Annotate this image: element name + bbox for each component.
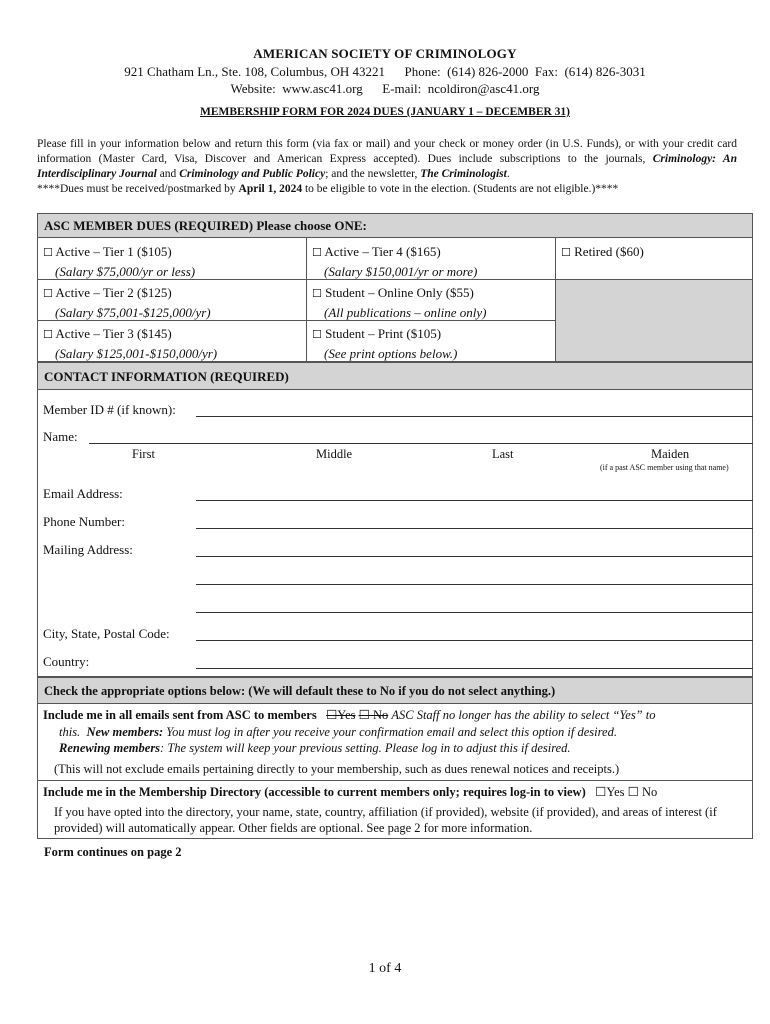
middle-label: Middle: [316, 447, 353, 461]
intro-text-part: and: [156, 168, 180, 180]
directory-option-label: Include me in the Membership Directory (accessible to current members only; requires log-in to view): [43, 785, 586, 799]
emails-option-label: Include me in all emails sent from ASC to members: [43, 708, 317, 722]
directory-option: [43, 784, 743, 837]
intro-text-part: Please fill in your information below and return this form (via fax or mail) and your check or money order (in U.S. Funds), or with your credit card information (Master Card, Visa, Discover and American Express accepted). Dues include subscriptions to the journals,: [37, 138, 737, 165]
checkbox-icon[interactable]: ☐: [43, 287, 53, 300]
checkbox-icon[interactable]: ☐: [43, 246, 53, 259]
intro-text: [37, 137, 737, 197]
journal-cpp: Criminology and Public Policy: [179, 168, 326, 180]
option-retired[interactable]: [555, 239, 752, 265]
option-label: Retired ($60): [574, 244, 644, 259]
checkbox-icon[interactable]: ☐: [43, 328, 53, 341]
option-student-print[interactable]: [306, 321, 555, 366]
newsletter-name: The Criminologist: [420, 168, 507, 180]
directory-yes-checkbox[interactable]: ☐Yes: [595, 785, 625, 799]
renewing-text: : The system will keep your previous setting. Please log in to adjust this if desired.: [160, 741, 571, 755]
emails-exclude-note: (This will not exclude emails pertaining directly to your membership, such as dues renewal notices and receipts.): [54, 761, 620, 776]
email-label: Email Address:: [43, 486, 123, 501]
country-field[interactable]: [196, 668, 753, 669]
deadline-text: to be eligible to vote in the election. (Students are not eligible.)****: [302, 183, 619, 195]
option-tier2[interactable]: [37, 280, 306, 325]
mailing-field-2[interactable]: [196, 584, 753, 585]
options-heading: Check the appropriate options below: (We will default these to No if you do not select anything.): [37, 677, 753, 704]
organization-name: AMERICAN SOCIETY OF CRIMINOLOGY: [253, 46, 517, 61]
option-label: Active – Tier 1 ($105): [55, 244, 172, 259]
mailing-field-3[interactable]: [196, 612, 753, 613]
divider: [37, 780, 753, 781]
page-number: 1 of 4: [368, 961, 402, 976]
option-tier4[interactable]: [306, 239, 555, 284]
option-label: Student – Print ($105): [325, 326, 442, 341]
website-line: Website: www.asc41.org E-mail: ncoldiron@asc41.org: [230, 81, 540, 96]
option-sub: (Salary $75,001-$125,000/yr): [55, 305, 211, 320]
option-sub: (Salary $125,001-$150,000/yr): [55, 346, 218, 361]
mailing-field-1[interactable]: [196, 556, 753, 557]
email-field[interactable]: [196, 500, 753, 501]
name-field[interactable]: [89, 443, 753, 444]
intro-text-part: ; and the newsletter,: [325, 168, 421, 180]
option-tier3[interactable]: [37, 321, 306, 366]
city-label: City, State, Postal Code:: [43, 626, 170, 641]
first-label: First: [132, 447, 155, 461]
maiden-note: (if a past ASC member using that name): [600, 463, 729, 472]
intro-text-part: .: [506, 168, 510, 180]
mailing-label: Mailing Address:: [43, 542, 133, 557]
dues-heading: ASC MEMBER DUES (REQUIRED) Please choose ONE:: [37, 213, 753, 238]
option-sub: (Salary $75,000/yr or less): [55, 264, 196, 279]
emails-option: [43, 707, 743, 777]
deadline-date: April 1, 2024: [238, 183, 303, 195]
checkbox-icon[interactable]: ☐: [561, 246, 571, 259]
country-label: Country:: [43, 654, 90, 669]
maiden-label: Maiden: [651, 447, 690, 461]
emails-no-checkbox: ☐ No: [358, 708, 389, 722]
member-id-label: Member ID # (if known):: [43, 402, 176, 417]
phone-label: Phone Number:: [43, 514, 125, 529]
phone-field[interactable]: [196, 528, 753, 529]
checkbox-icon[interactable]: ☐: [312, 246, 322, 259]
form-title: MEMBERSHIP FORM FOR 2024 DUES (JANUARY 1 – DECEMBER 31): [199, 106, 571, 118]
last-label: Last: [492, 447, 514, 461]
new-members-text: You must log in after you receive your confirmation email and select this option if desired.: [163, 724, 617, 739]
address-line: 921 Chatham Ln., Ste. 108, Columbus, OH 43221 Phone: (614) 826-2000 Fax: (614) 826-3031: [124, 64, 646, 79]
option-label: Active – Tier 3 ($145): [55, 326, 172, 341]
emails-yes-checkbox: ☐Yes: [326, 708, 356, 722]
grey-filler: [555, 279, 752, 361]
directory-text: If you have opted into the directory, your name, state, country, affiliation (if provided), website (if provided), and areas of interest (if provided) will automatically appear. Other fields are optional. See page 2 for more information.: [54, 804, 717, 835]
option-label: Active – Tier 4 ($165): [324, 244, 441, 259]
journal-criminology: Criminology: An Interdisciplinary Journal: [37, 153, 737, 180]
option-label: Active – Tier 2 ($125): [55, 285, 172, 300]
renewing-label: Renewing members: [59, 741, 161, 755]
city-field[interactable]: [196, 640, 753, 641]
divider: [555, 279, 753, 280]
option-tier1[interactable]: [37, 239, 306, 284]
deadline-text: ****Dues must be received/postmarked by: [37, 183, 239, 195]
emails-note: this.: [59, 724, 81, 739]
option-student-online[interactable]: [306, 280, 555, 325]
option-sub: (See print options below.): [324, 346, 458, 361]
contact-heading: CONTACT INFORMATION (REQUIRED): [37, 362, 753, 390]
form-continues: Form continues on page 2: [44, 845, 182, 859]
option-sub: (All publications – online only): [324, 305, 487, 320]
checkbox-icon[interactable]: ☐: [312, 287, 322, 300]
emails-note: ASC Staff no longer has the ability to select “Yes” to: [391, 708, 656, 722]
name-label: Name:: [43, 429, 78, 444]
new-members-label: New members:: [86, 724, 164, 739]
option-label: Student – Online Only ($55): [325, 285, 474, 300]
checkbox-icon[interactable]: ☐: [312, 328, 322, 341]
directory-no-checkbox[interactable]: ☐ No: [627, 785, 658, 799]
member-id-field[interactable]: [196, 416, 753, 417]
option-sub: (Salary $150,001/yr or more): [324, 264, 478, 279]
